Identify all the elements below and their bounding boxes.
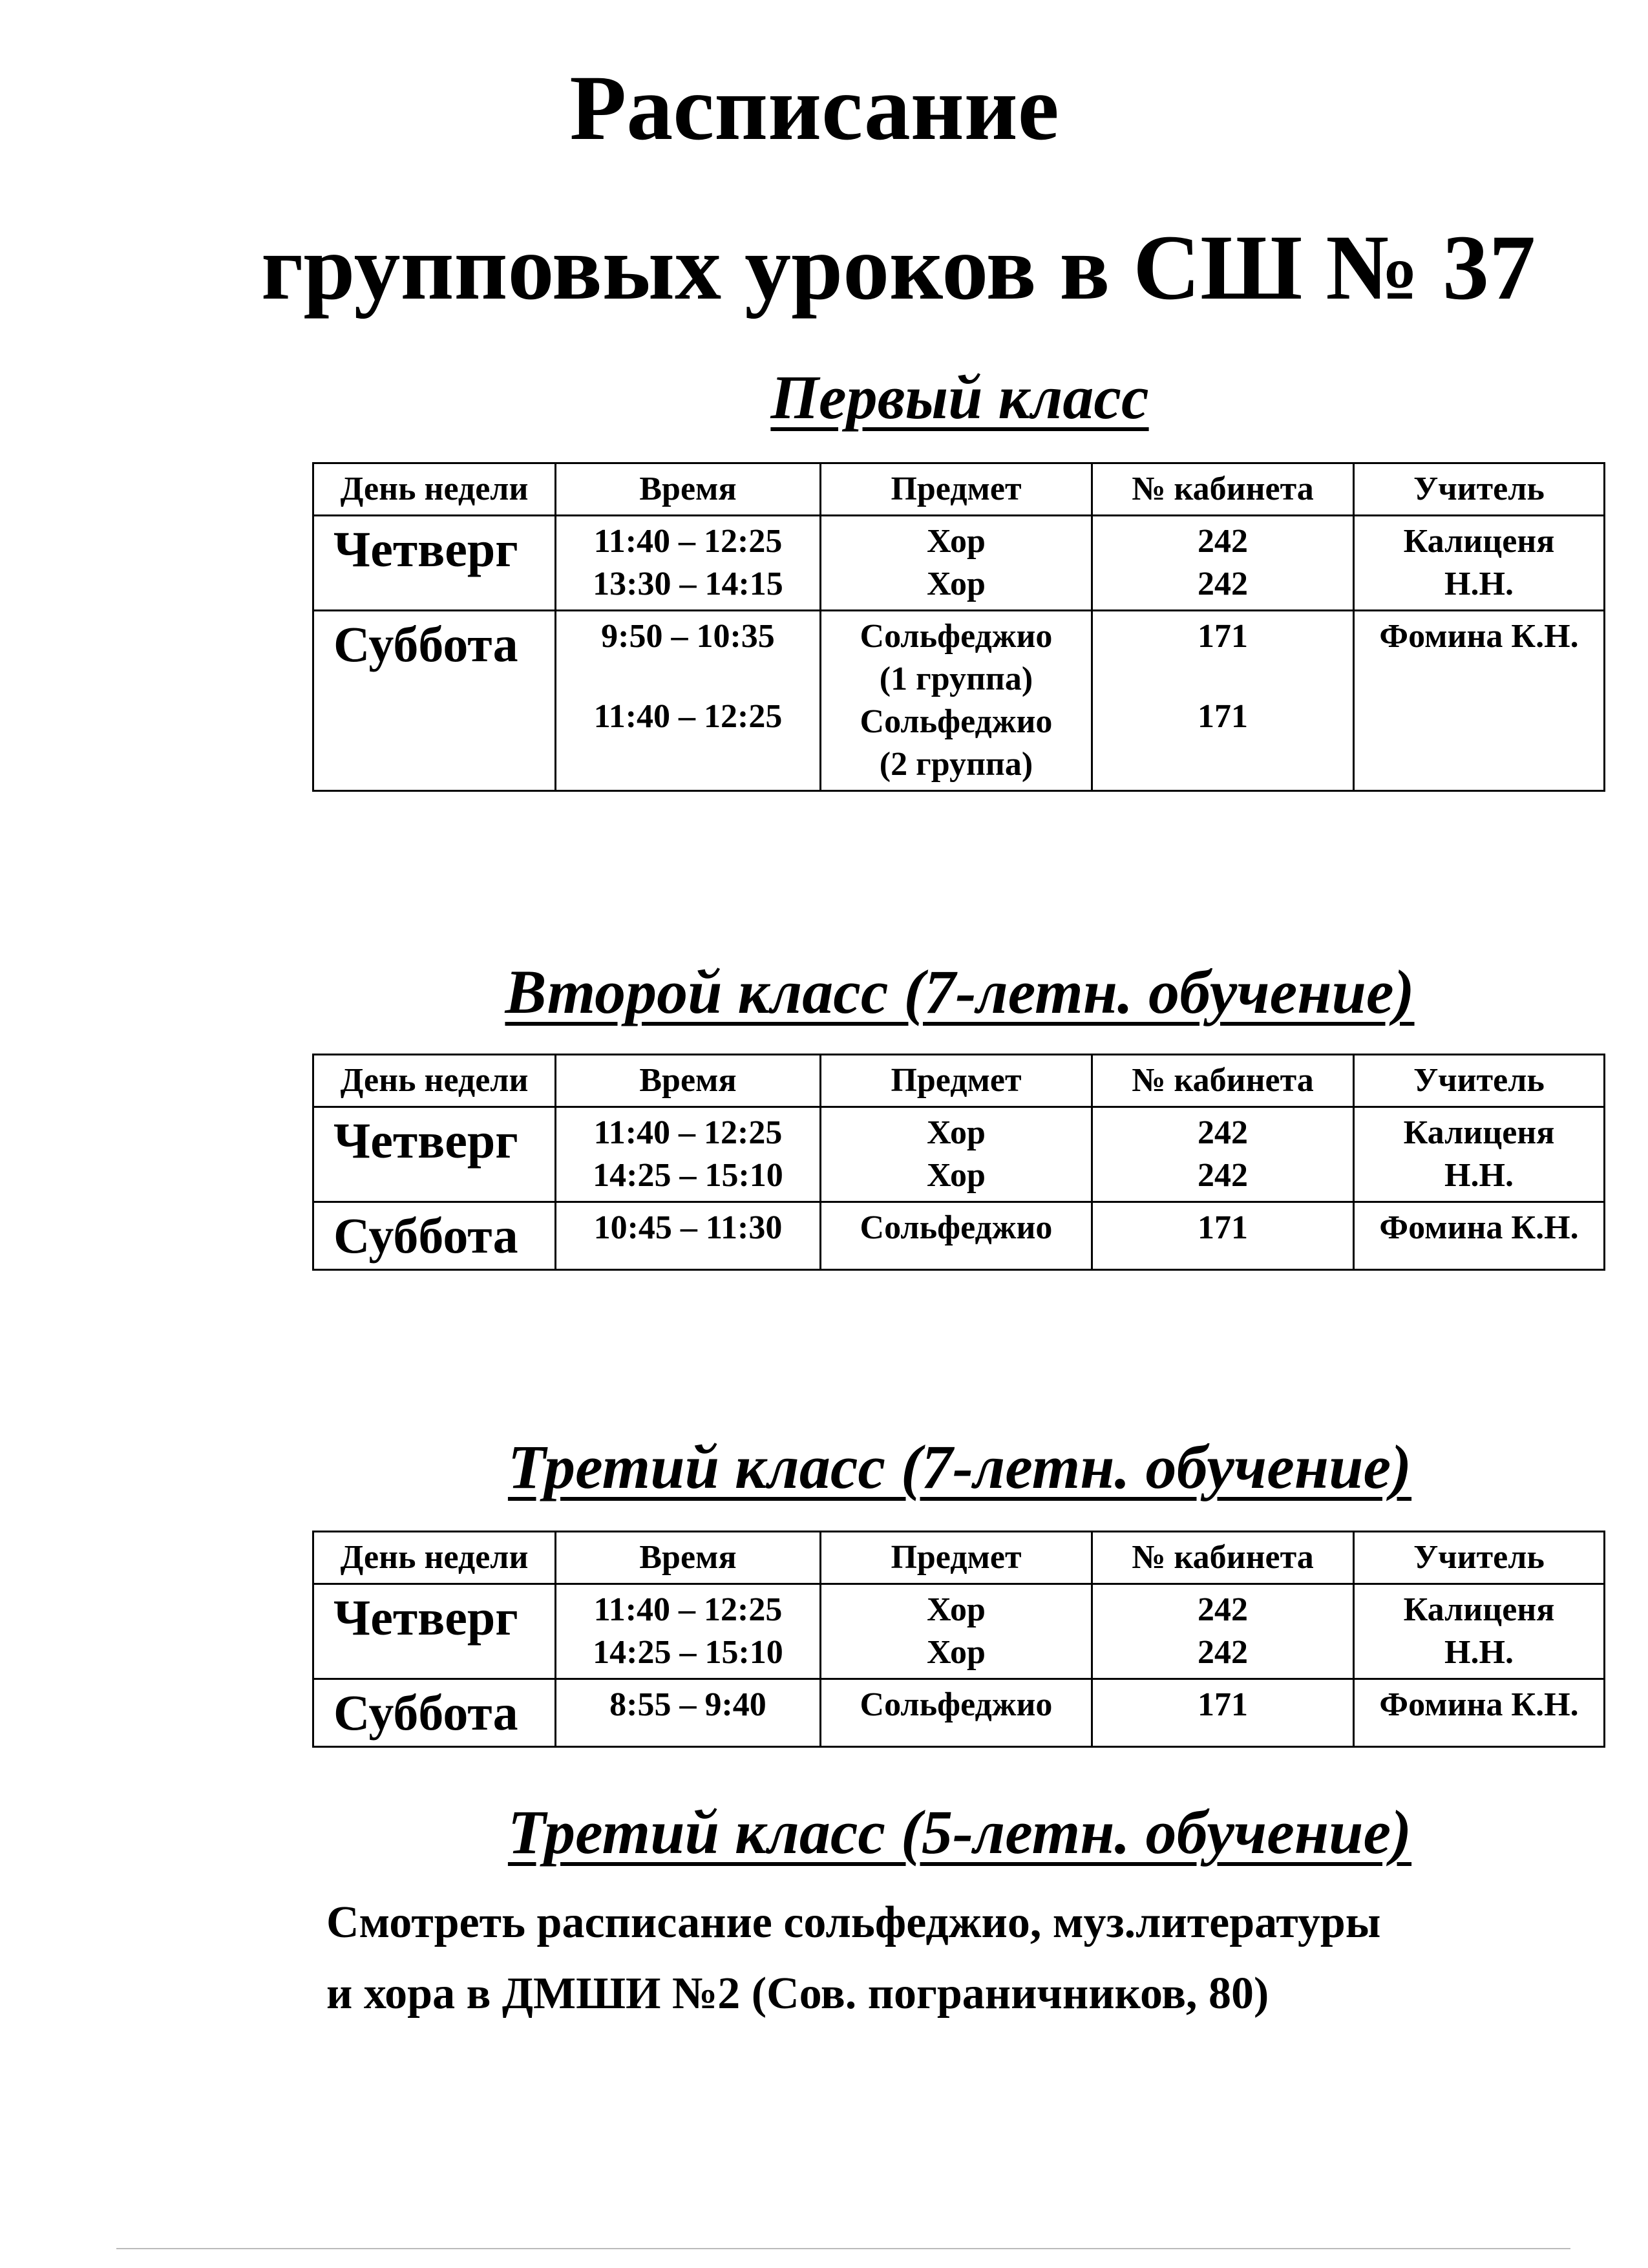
subject-cell: Хор Хор [821,1107,1092,1202]
table-row [313,1107,1605,1202]
time-cell: 11:40 – 12:25 14:25 – 15:10 [556,1584,821,1679]
room-cell: 242 242 [1092,1584,1354,1679]
teacher-cell: Фомина К.Н. [1354,1202,1605,1270]
time-cell: 11:40 – 12:25 13:30 – 14:15 [556,516,821,611]
header-teacher: Учитель [1354,463,1605,516]
day-cell: Суббота [313,1202,556,1270]
header-time: Время [556,1532,821,1584]
table-header-row [313,1055,1605,1107]
day-cell: Суббота [313,1679,556,1747]
time-cell: 10:45 – 11:30 [556,1202,821,1270]
room-cell: 242 242 [1092,1107,1354,1202]
page-title: Расписание [569,57,1059,160]
header-teacher: Учитель [1354,1532,1605,1584]
header-time: Время [556,1055,821,1107]
header-room: № кабинета [1092,1055,1354,1107]
time-cell: 11:40 – 12:25 14:25 – 15:10 [556,1107,821,1202]
teacher-cell: Калиценя Н.Н. [1354,1107,1605,1202]
table-header-row [313,463,1605,516]
header-day: День недели [313,1055,556,1107]
room-cell: 171 [1092,1679,1354,1747]
time-cell: 9:50 – 10:35 11:40 – 12:25 [556,611,821,791]
header-subject: Предмет [821,1055,1092,1107]
day-cell: Четверг [313,516,556,611]
header-teacher: Учитель [1354,1055,1605,1107]
table-row [313,611,1605,791]
note-line: Смотреть расписание сольфеджио, муз.литературы [326,1898,1381,1947]
header-subject: Предмет [821,463,1092,516]
page-subtitle: групповых уроков в СШ № 37 [260,217,1536,319]
header-time: Время [556,463,821,516]
schedule-table-third-class-7yr [312,1531,1605,1748]
schedule-note [326,1887,1619,2030]
subject-cell: Сольфеджио [821,1679,1092,1747]
subject-cell: Сольфеджио (1 группа) Сольфеджио (2 группа) [821,611,1092,791]
room-cell: 242 242 [1092,516,1354,611]
header-day: День недели [313,1532,556,1584]
table-row [313,1679,1605,1747]
header-room: № кабинета [1092,463,1354,516]
schedule-table-second-class [312,1054,1605,1271]
day-cell: Четверг [313,1107,556,1202]
header-day: День недели [313,463,556,516]
section-heading-first-class: Первый класс [770,363,1149,432]
time-cell: 8:55 – 9:40 [556,1679,821,1747]
day-cell: Суббота [313,611,556,791]
teacher-cell: Фомина К.Н. [1354,611,1605,791]
table-row [313,1584,1605,1679]
schedule-table-first-class [312,462,1605,792]
subject-cell: Хор Хор [821,516,1092,611]
teacher-cell: Фомина К.Н. [1354,1679,1605,1747]
section-heading-third-class-7yr: Третий класс (7-летн. обучение) [507,1432,1412,1501]
section-heading-second-class: Второй класс (7-летн. обучение) [505,957,1415,1026]
subject-cell: Хор Хор [821,1584,1092,1679]
day-cell: Четверг [313,1584,556,1679]
note-line: и хора в ДМШИ №2 (Сов. пограничников, 80) [326,1969,1269,2019]
subject-cell: Сольфеджио [821,1202,1092,1270]
table-row [313,1202,1605,1270]
section-heading-third-class-5yr: Третий класс (5-летн. обучение) [507,1797,1412,1867]
scan-edge-line [116,2248,1570,2249]
room-cell: 171 171 [1092,611,1354,791]
header-room: № кабинета [1092,1532,1354,1584]
teacher-cell: Калиценя Н.Н. [1354,1584,1605,1679]
table-header-row [313,1532,1605,1584]
header-subject: Предмет [821,1532,1092,1584]
room-cell: 171 [1092,1202,1354,1270]
teacher-cell: Калиценя Н.Н. [1354,516,1605,611]
table-row [313,516,1605,611]
